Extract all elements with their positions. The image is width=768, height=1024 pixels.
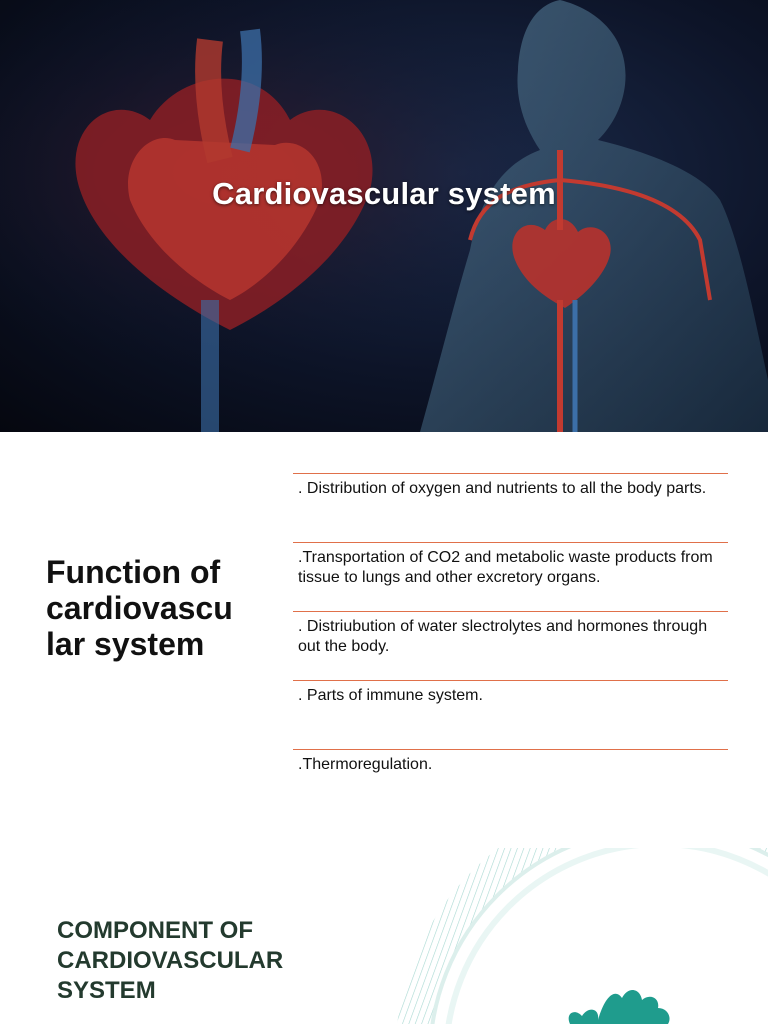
function-item-thermoregulation: .Thermoregulation. — [293, 749, 728, 818]
function-item-oxygen: . Distribution of oxygen and nutrients to all the body parts. — [293, 473, 728, 542]
function-item-electrolytes: . Distriubution of water slectrolytes and hormones through out the body. — [293, 611, 728, 680]
heart-anatomy-illustration — [0, 0, 768, 432]
functions-list — [293, 473, 728, 818]
function-item-immune: . Parts of immune system. — [293, 680, 728, 749]
components-slide — [0, 848, 768, 1024]
slide-title: Cardiovascular system — [212, 176, 556, 211]
components-title: COMPONENT OF CARDIOVASCULAR SYSTEM — [57, 917, 284, 1004]
hero-slide — [0, 0, 768, 432]
function-item-transport: .Transportation of CO2 and metabolic waste products from tissue to lungs and other excretory organs. — [293, 542, 728, 611]
functions-heading: Function of cardiovascu lar system — [46, 554, 233, 662]
functions-slide — [0, 432, 768, 848]
